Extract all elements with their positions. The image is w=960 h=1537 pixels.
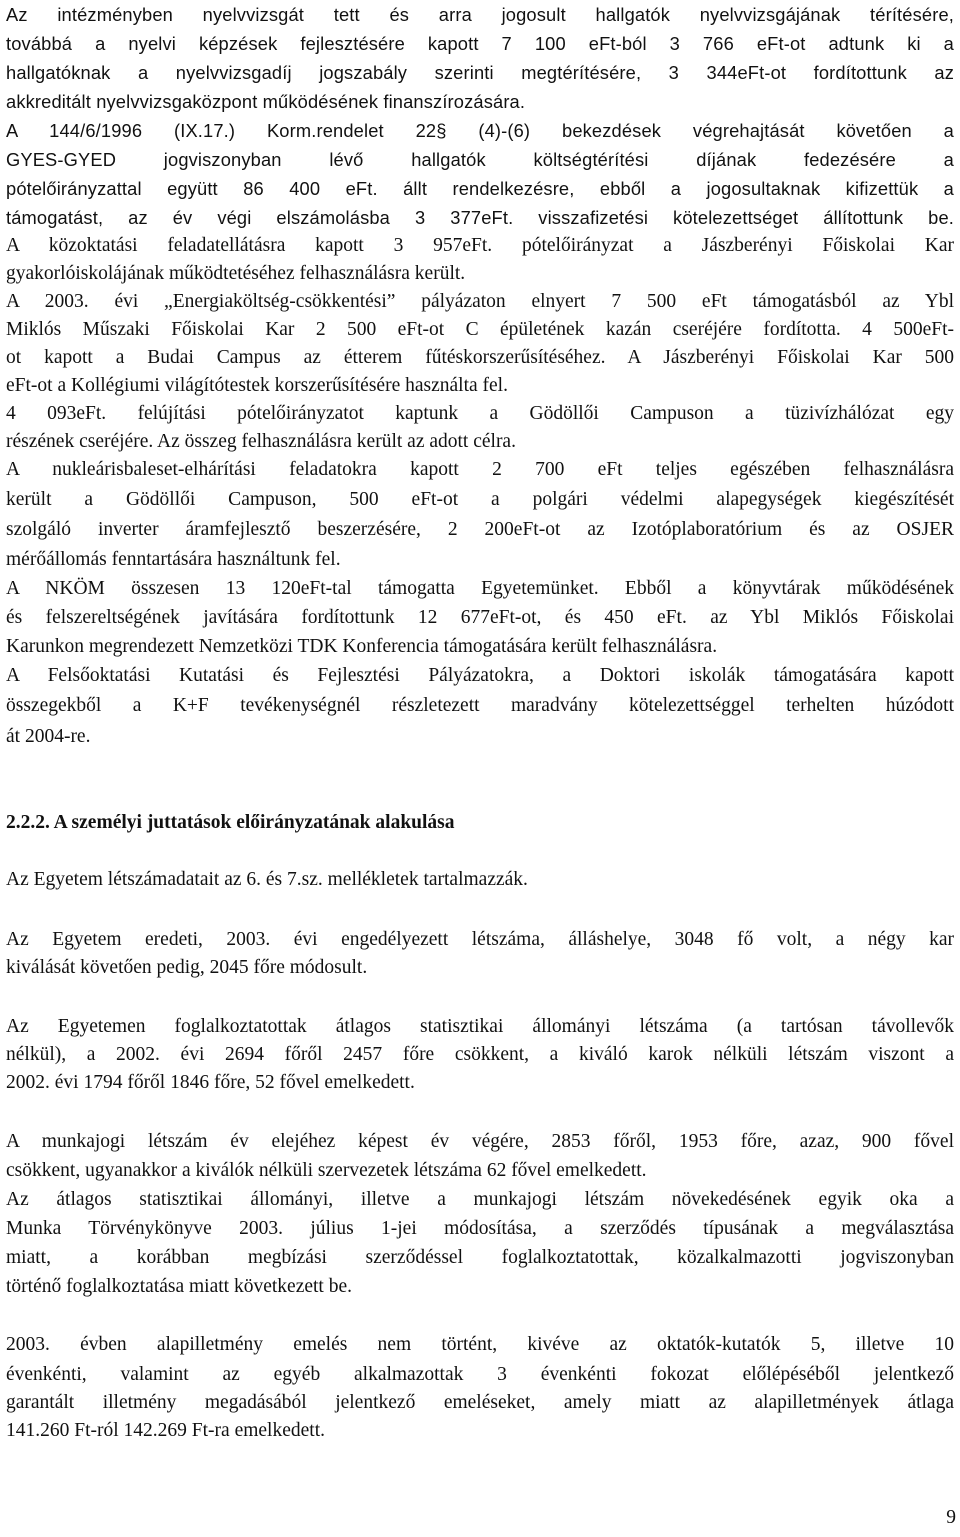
text-line: ot kapott a Budai Campus az étterem fűtéskorszerűsítéséhez. A Jászberényi Főiskolai Kar 500 (6, 347, 954, 368)
text-line: nélkül), a 2002. évi 2694 főről 2457 főre csökkent, a kiváló karok nélküli létszám viszont a (6, 1044, 954, 1065)
text-line: Az intézményben nyelvvizsgát tett és arra jogosult hallgatók nyelvvizsgájának térítésére, (6, 4, 954, 25)
text-line: akkreditált nyelvvizsgaközpont működésének finanszírozására. (6, 91, 526, 112)
text-line: miatt, a korábban megbízási szerződéssel foglalkoztatottak, közalkalmazotti jogviszonyban (6, 1247, 954, 1268)
text-line: Az Egyetem létszámadatait az 6. és 7.sz. mellékletek tartalmazzák. (6, 869, 528, 890)
text-line: A 2003. évi „Energiaköltség-csökkentési” pályázaton elnyert 7 500 eFt támogatásból az Ybl (6, 291, 954, 312)
text-line: és felszereltségének javítására fordítottunk 12 677eFt-ot, és 450 eFt. az Ybl Miklós Főiskolai (6, 607, 954, 628)
text-line: Az Egyetemen foglalkoztatottak átlagos statisztikai állományi létszáma (a tartósan távollevők (6, 1016, 954, 1037)
text-line: pótelőirányzattal együtt 86 400 eFt. állt rendelkezésre, ebből a jogosultaknak kifizettük a (6, 178, 954, 199)
text-line: Az átlagos statisztikai állományi, illetve a munkajogi létszám növekedésének egyik oka a (6, 1189, 954, 1210)
text-line: évenkénti, valamint az egyéb alkalmazottak 3 évenkénti fokozat előlépéséből jelentkező (6, 1364, 954, 1385)
text-line: A közoktatási feladatellátásra kapott 3 957eFt. pótelőirányzat a Jászberényi Főiskolai Kar (6, 235, 954, 256)
text-line: A nukleárisbaleset-elhárítási feladatokra kapott 2 700 eFt teljes egészében felhasználásra (6, 459, 954, 480)
text-line: A Felsőoktatási Kutatási és Fejlesztési Pályázatokra, a Doktori iskolák támogatására kapott (6, 665, 954, 686)
text-line: került a Gödöllői Campuson, 500 eFt-ot a polgári védelmi alapegységek kiegészítését (6, 489, 954, 510)
text-line: 4 093eFt. felújítási pótelőirányzatot kaptunk a Gödöllői Campuson a tüzivízhálózat egy (6, 403, 954, 424)
text-line: továbbá a nyelvi képzések fejlesztésére kapott 7 100 eFt-ból 3 766 eFt-ot adtunk ki a (6, 33, 954, 54)
text-line: 2002. évi 1794 főről 1846 főre, 52 fővel emelkedett. (6, 1072, 415, 1093)
text-line: A munkajogi létszám év elejéhez képest év végére, 2853 főről, 1953 főre, azaz, 900 fővel (6, 1131, 954, 1152)
text-line: támogatást, az év végi elszámolásba 3 377eFt. visszafizetési kötelezettséget állítottunk be. (6, 207, 954, 228)
text-line: részének cseréjére. Az összeg felhasználásra került az adott célra. (6, 431, 516, 452)
text-line: át 2004-re. (6, 726, 91, 747)
text-line: történő foglalkoztatása miatt következett be. (6, 1276, 352, 1297)
text-line: csökkent, ugyanakkor a kiválók nélküli szervezetek létszáma 62 fővel emelkedett. (6, 1160, 647, 1181)
text-line: gyakorlóiskolájának működtetéséhez felhasználásra került. (6, 263, 466, 284)
text-line: garantált illetmény megadásából jelentkező emeléseket, amely miatt az alapilletmények átlaga (6, 1392, 954, 1413)
text-line: Munka Törvénykönyve 2003. július 1-jei módosítása, a szerződés típusának a megválasztása (6, 1218, 954, 1239)
text-line: Az Egyetem eredeti, 2003. évi engedélyezett létszáma, álláshelye, 3048 fő volt, a négy kar (6, 929, 954, 950)
text-line: hallgatóknak a nyelvvizsgadíj jogszabály szerinti megtérítésére, 3 344eFt-ot fordítottunk az (6, 62, 954, 83)
text-line: A 144/6/1996 (IX.17.) Korm.rendelet 22§ (4)-(6) bekezdések végrehajtását követően a (6, 120, 954, 141)
text-line: Miklós Műszaki Főiskolai Kar 2 500 eFt-ot C épületének kazán cseréjére fordította. 4 500eFt- (6, 319, 954, 340)
text-line: GYES-GYED jogviszonyban lévő hallgatók költségtérítési díjának fedezésére a (6, 149, 954, 170)
text-line: összegekből a K+F tevékenységnél részletezett maradvány kötelezettséggel terhelten húzódott (6, 695, 954, 716)
text-line: szolgáló inverter áramfejlesztő beszerzésére, 2 200eFt-ot az Izotóplaboratórium és az OSJER (6, 519, 954, 540)
text-line: A NKÖM összesen 13 120eFt-tal támogatta Egyetemünket. Ebből a könyvtárak működésének (6, 578, 954, 599)
page-number: 9 (946, 1507, 956, 1528)
text-line: eFt-ot a Kollégiumi világítótestek korszerűsítésére használta fel. (6, 375, 508, 396)
section-heading: 2.2.2. A személyi juttatások előirányzatának alakulása (6, 812, 455, 833)
text-line: kiválását követően pedig, 2045 főre módosult. (6, 957, 368, 978)
text-line: 141.260 Ft-ról 142.269 Ft-ra emelkedett. (6, 1420, 325, 1441)
text-line: mérőállomás fenntartására használtunk fel. (6, 549, 341, 570)
text-line: 2003. évben alapilletmény emelés nem történt, kivéve az oktatók-kutatók 5, illetve 10 (6, 1334, 954, 1355)
text-line: Karunkon megrendezett Nemzetközi TDK Konferencia támogatására került felhasználásra. (6, 636, 718, 657)
